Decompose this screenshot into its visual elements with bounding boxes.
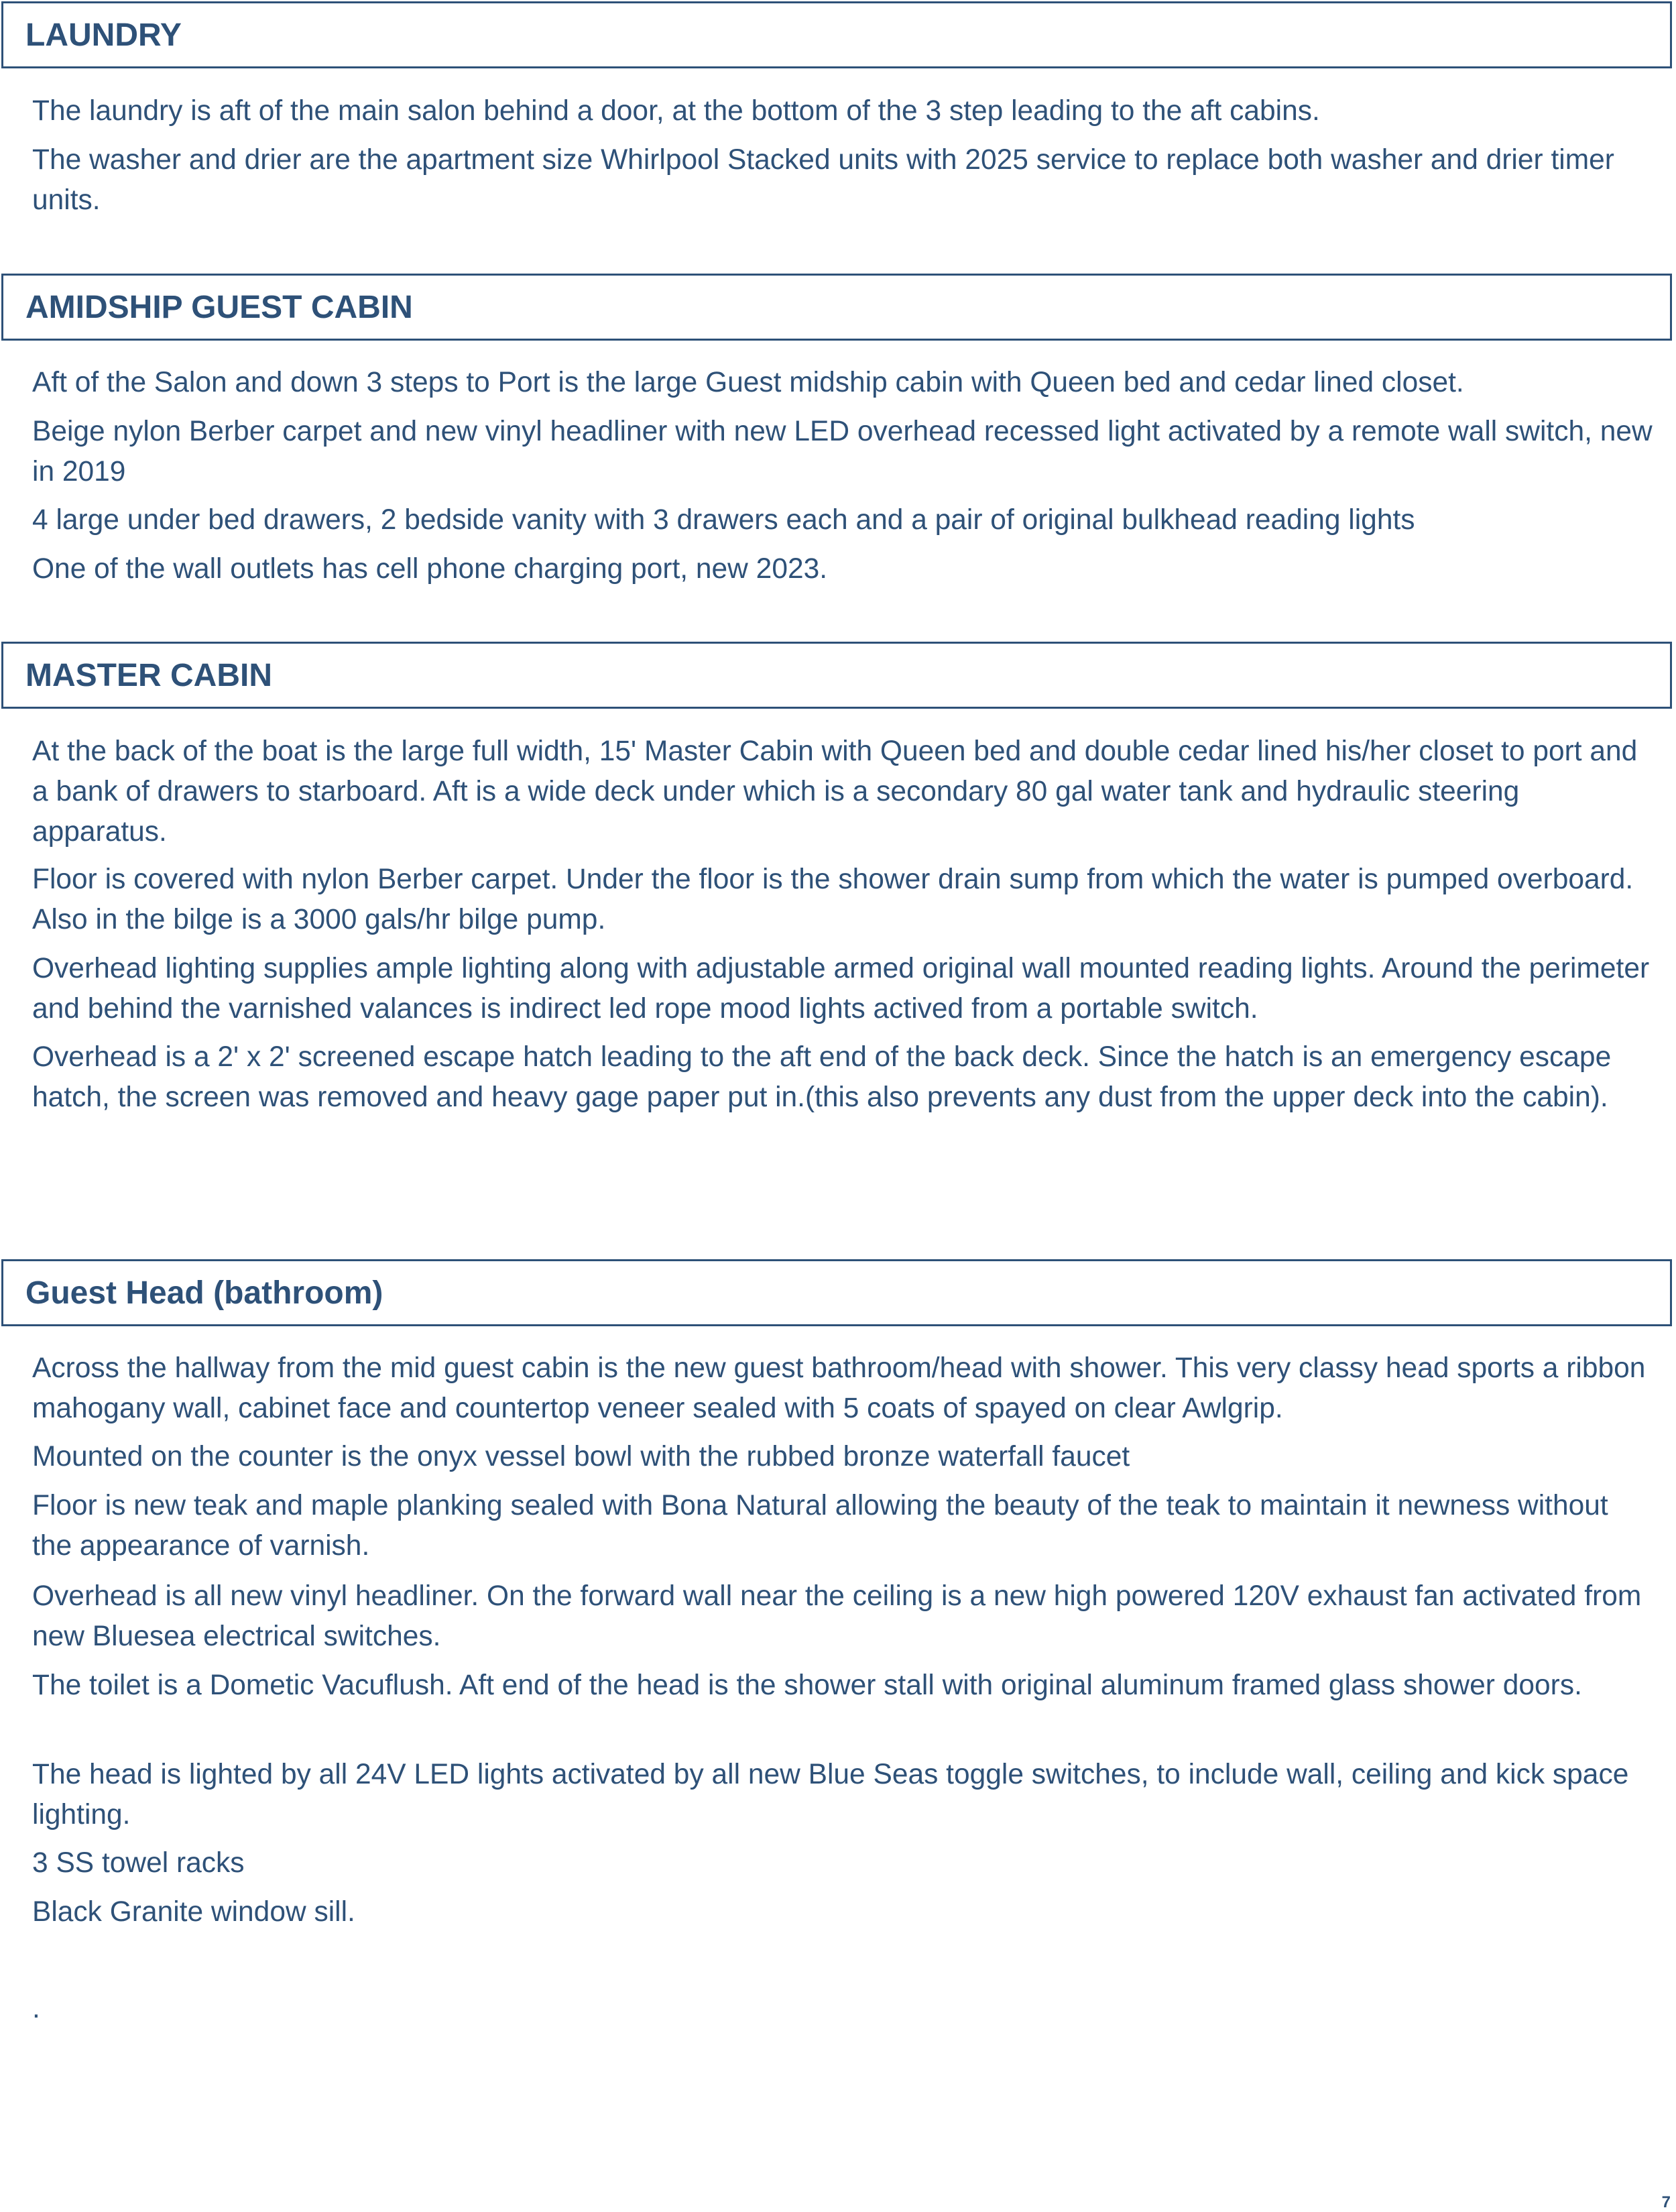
section-title: AMIDSHIP GUEST CABIN (25, 290, 413, 325)
paragraph: Beige nylon Berber carpet and new vinyl headliner with new LED overhead recessed light activated by a remote wall switch, new in 2019 (32, 416, 1653, 487)
paragraph: At the back of the boat is the large full width, 15' Master Cabin with Queen bed and double cedar lined his/her closet to port and a bank of drawers to starboard. Aft is a wide deck under which is a secondary 80 gal water tank and hydraulic steering apparatus. (32, 736, 1638, 848)
paragraph: One of the wall outlets has cell phone charging port, new 2023. (32, 553, 828, 585)
section-header-amidship-guest-cabin (1, 274, 1672, 341)
section-header-master-cabin (1, 642, 1672, 709)
section-title: Guest Head (bathroom) (25, 1275, 383, 1311)
paragraph: Overhead lighting supplies ample lighting along with adjustable armed original wall mounted reading lights. Around the perimeter and behind the varnished valances is indirect led rope mood lights actived from a portable switch. (32, 953, 1650, 1025)
paragraph: Overhead is a 2' x 2' screened escape hatch leading to the aft end of the back deck. Since the hatch is an emergency escape hatch, the screen was removed and heavy gage paper put in.(this also prevents any dust from the upper deck into the cabin). (32, 1041, 1612, 1113)
paragraph: Black Granite window sill. (32, 1896, 355, 1928)
section-header-laundry (1, 1, 1672, 68)
paragraph: Overhead is all new vinyl headliner. On the forward wall near the ceiling is a new high powered 120V exhaust fan activated from new Bluesea electrical switches. (32, 1580, 1642, 1652)
paragraph: 3 SS towel racks (32, 1847, 245, 1879)
paragraph: The head is lighted by all 24V LED lights activated by all new Blue Seas toggle switches, to include wall, ceiling and kick space lighting. (32, 1759, 1629, 1830)
paragraph: Floor is new teak and maple planking sealed with Bona Natural allowing the beauty of the teak to maintain it newness without the appearance of varnish. (32, 1490, 1608, 1562)
paragraph: 4 large under bed drawers, 2 bedside vanity with 3 drawers each and a pair of original bulkhead reading lights (32, 504, 1415, 536)
paragraph: The laundry is aft of the main salon behind a door, at the bottom of the 3 step leading to the aft cabins. (32, 95, 1320, 127)
paragraph: Aft of the Salon and down 3 steps to Port is the large Guest midship cabin with Queen bed and cedar lined closet. (32, 367, 1464, 398)
section-title: LAUNDRY (25, 17, 182, 53)
page-number: 7 (1661, 2193, 1671, 2211)
paragraph: The toilet is a Dometic Vacuflush. Aft end of the head is the shower stall with original aluminum framed glass shower doors. (32, 1670, 1582, 1701)
section-header-guest-head (1, 1259, 1672, 1326)
section-title: MASTER CABIN (25, 658, 272, 693)
paragraph: . (32, 1993, 40, 2024)
paragraph: Mounted on the counter is the onyx vessel bowl with the rubbed bronze waterfall faucet (32, 1441, 1130, 1472)
paragraph: Floor is covered with nylon Berber carpet. Under the floor is the shower drain sump from which the water is pumped overboard. Also in the bilge is a 3000 gals/hr bilge pump. (32, 864, 1634, 935)
paragraph: The washer and drier are the apartment size Whirlpool Stacked units with 2025 service to replace both washer and drier timer units. (32, 144, 1614, 216)
paragraph: Across the hallway from the mid guest cabin is the new guest bathroom/head with shower. This very classy head sports a ribbon mahogany wall, cabinet face and countertop veneer sealed with 5 coats of spayed on clear Awlgrip. (32, 1352, 1646, 1424)
